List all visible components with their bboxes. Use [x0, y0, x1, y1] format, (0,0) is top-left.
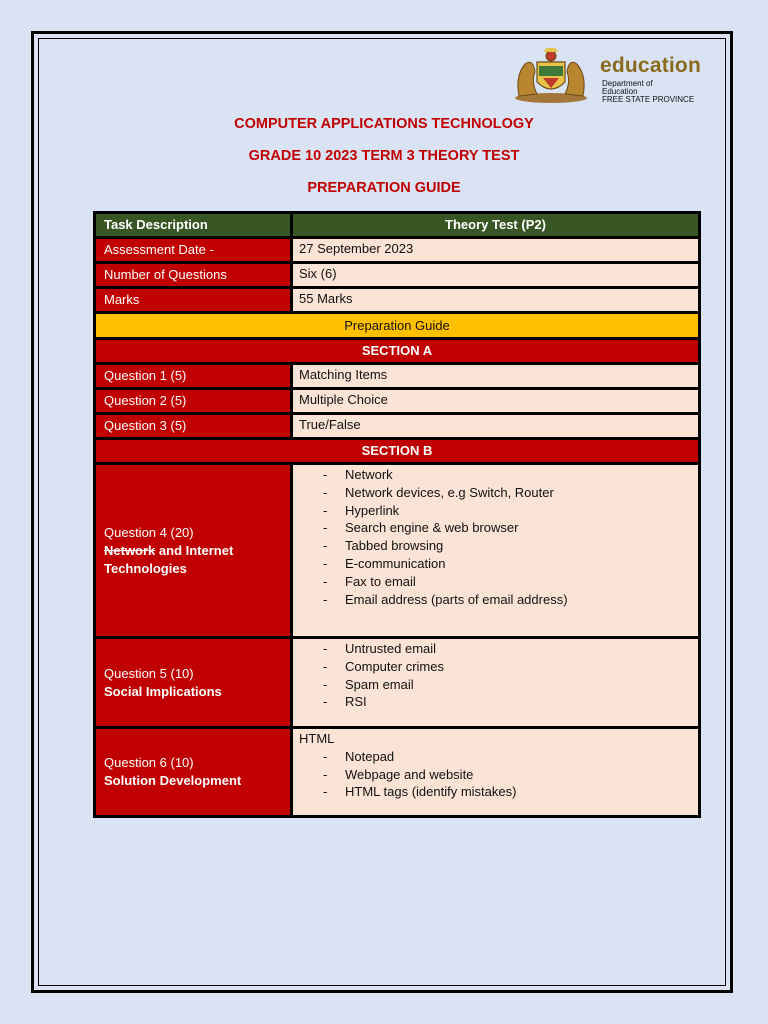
- bullet-dash: -: [323, 591, 328, 607]
- question-4-topic-struck: Network: [104, 542, 156, 558]
- list-item: - Spam email: [323, 676, 414, 692]
- question-6-list: [299, 748, 698, 801]
- question-5-label-cell: [96, 639, 290, 726]
- header-task-label: Task Description: [96, 214, 290, 236]
- list-item: - Tabbed browsing: [323, 538, 444, 554]
- education-logo: [507, 46, 717, 106]
- coat-of-arms-icon: [507, 46, 595, 106]
- logo-line-3: FREE STATE PROVINCE: [602, 95, 695, 104]
- bullet-dash: -: [323, 520, 328, 536]
- section-b-heading: SECTION B: [96, 440, 698, 462]
- list-item: - Notepad: [323, 748, 395, 764]
- section-a-heading: SECTION A: [96, 340, 698, 362]
- bullet-dash: -: [323, 538, 328, 554]
- question-6-label: Question 6 (10): [104, 755, 194, 770]
- logo-line-2: Education: [602, 87, 638, 96]
- list-item: - Search engine & web browser: [323, 520, 519, 536]
- document-section-title: PREPARATION GUIDE: [307, 180, 461, 196]
- bullet-dash: -: [323, 784, 328, 800]
- bullet-dash: -: [323, 641, 328, 656]
- num-questions-value: Six (6): [293, 264, 698, 286]
- list-item: - Fax to email: [323, 573, 416, 589]
- question-4-label-cell: [96, 465, 290, 636]
- bullet-dash: -: [323, 676, 328, 692]
- bullet-dash: -: [323, 658, 328, 674]
- assessment-date-value: 27 September 2023: [293, 239, 698, 261]
- question-6-topics-cell: [293, 729, 698, 815]
- question-1-value: Matching Items: [293, 365, 698, 387]
- question-4-label: Question 4 (20): [104, 524, 194, 540]
- bullet-dash: -: [323, 766, 328, 782]
- question-4-list: [299, 466, 698, 608]
- bullet-dash: -: [323, 555, 328, 571]
- bullet-dash: -: [323, 748, 328, 764]
- marks-label: Marks: [96, 289, 290, 311]
- question-4-topics-cell: [293, 465, 698, 636]
- question-2-label: Question 2 (5): [96, 390, 290, 412]
- assessment-date-label: Assessment Date -: [96, 239, 290, 261]
- question-6-label-cell: [96, 729, 290, 815]
- list-item: - Network: [323, 467, 393, 482]
- num-questions-label: Number of Questions: [96, 264, 290, 286]
- document-subtitle: GRADE 10 2023 TERM 3 THEORY TEST: [248, 148, 520, 164]
- preparation-table: [93, 211, 701, 818]
- list-item: - HTML tags (identify mistakes): [323, 784, 517, 800]
- list-item: - Email address (parts of email address): [323, 591, 568, 607]
- question-6-topic: Solution Development: [104, 773, 242, 788]
- list-item: - Untrusted email: [323, 641, 437, 656]
- question-4-topic: [104, 542, 233, 560]
- question-3-value: True/False: [293, 415, 698, 437]
- bullet-dash: -: [323, 573, 328, 589]
- question-5-list: [299, 640, 698, 711]
- list-item: - Computer crimes: [323, 658, 444, 674]
- list-item: - RSI: [323, 694, 367, 710]
- question-5-topic: Social Implications: [104, 683, 222, 699]
- bullet-dash: -: [323, 694, 328, 710]
- list-item: - Hyperlink: [323, 502, 400, 518]
- list-item: - E-communication: [323, 555, 446, 571]
- list-item: - Webpage and website: [323, 766, 474, 782]
- bullet-dash: -: [323, 484, 328, 500]
- question-5-label: Question 5 (10): [104, 665, 194, 681]
- question-6-intro: HTML: [299, 731, 335, 746]
- header-task-value: Theory Test (P2): [293, 214, 698, 236]
- question-5-topics-cell: [293, 639, 698, 726]
- list-item: - Network devices, e.g Switch, Router: [323, 484, 554, 500]
- logo-line-1: Department of: [602, 79, 653, 88]
- preparation-guide-banner: Preparation Guide: [96, 314, 698, 337]
- question-1-label: Question 1 (5): [96, 365, 290, 387]
- bullet-dash: -: [323, 467, 328, 482]
- question-2-value: Multiple Choice: [293, 390, 698, 412]
- bullet-dash: -: [323, 502, 328, 518]
- marks-value: 55 Marks: [293, 289, 698, 311]
- logo-title: education: [600, 54, 701, 77]
- document-title: COMPUTER APPLICATIONS TECHNOLOGY: [234, 116, 534, 132]
- question-3-label: Question 3 (5): [96, 415, 290, 437]
- question-4-topic-rest: and Internet: [155, 542, 234, 558]
- question-4-topic-line2: Technologies: [104, 560, 187, 576]
